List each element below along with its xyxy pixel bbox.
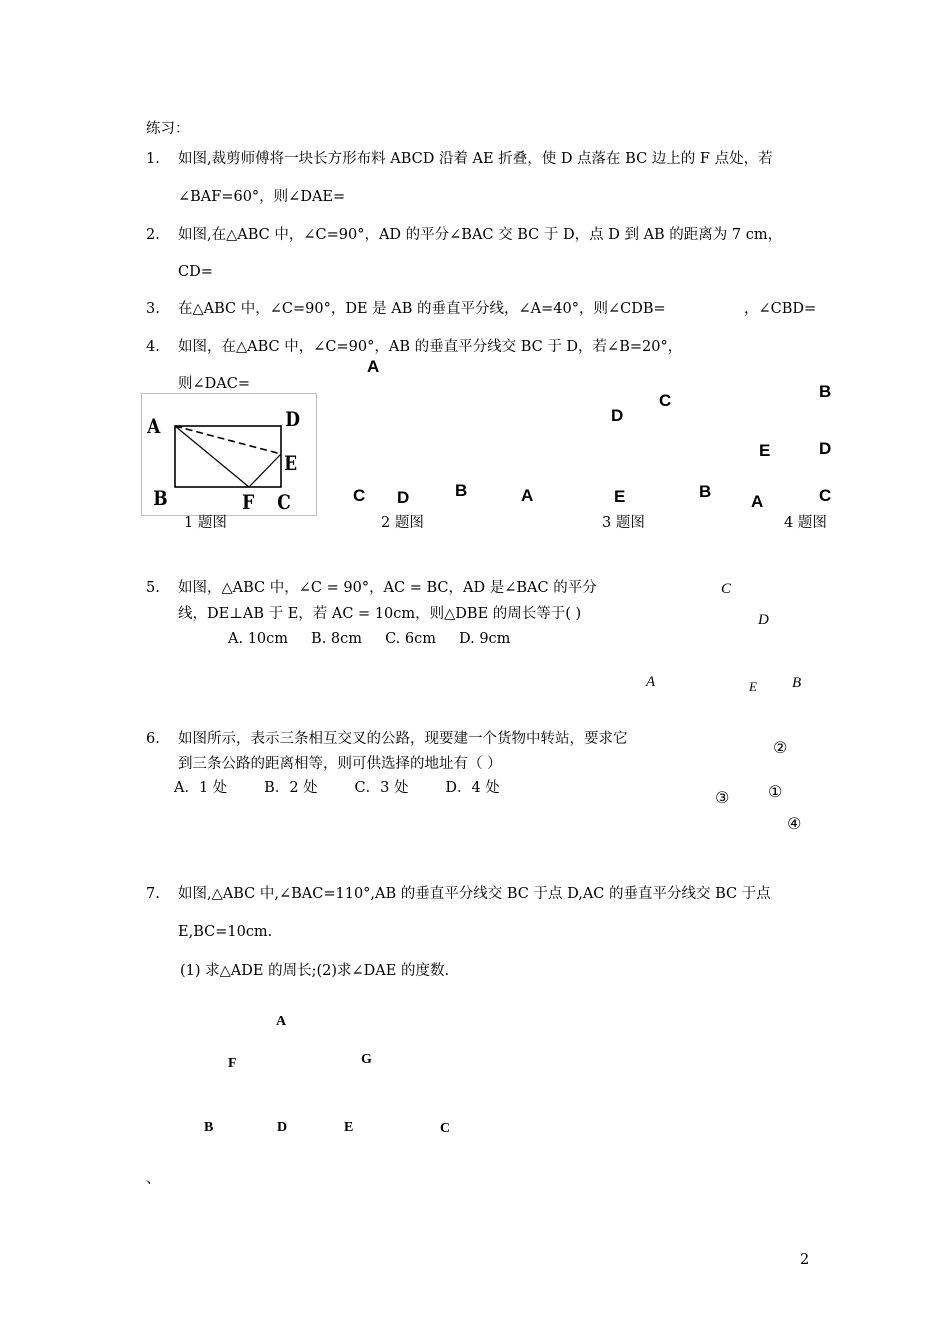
fig4-label-b: B [819,382,832,401]
exercise-heading: 练习： [146,121,190,137]
fig7-label-a: A [276,1014,287,1029]
q1-line2: ∠BAF=60°，则∠DAE= [178,189,346,205]
fig3-label-b: B [699,482,712,501]
fig2-label-a2: A [521,486,534,505]
q3-number: 3. [146,301,160,317]
q1-number: 1. [146,151,160,167]
fig1-label-c: C [277,490,291,514]
caption-fig3: 3 题图 [602,515,645,531]
figure-1 [141,393,317,516]
fig6-road-3: ③ [715,788,730,807]
fig6-road-2: ② [773,738,788,757]
q2-line1: 如图,在△ABC 中，∠C=90°，AD 的平分∠BAC 交 BC 于 D，点 D 到 AB 的距离为 7 cm， [178,227,783,243]
q4-line2: 则∠DAC= [178,376,250,392]
caption-fig4: 4 题图 [784,515,827,531]
fig4-label-d: D [819,439,832,458]
q7-line2: E,BC=10cm. [178,924,273,940]
fig7-label-c: C [440,1121,451,1136]
fig5-label-b: B [792,675,802,691]
fig1-label-d: D [285,407,301,431]
q1-line1: 如图,裁剪师傅将一块长方形布料 ABCD 沿着 AE 折叠，使 D 点落在 BC 边上的 F 点处，若 [178,151,773,167]
fig7-label-e: E [344,1120,354,1135]
q7-line3: (1) 求△ADE 的周长;(2)求∠DAE 的度数. [180,963,450,979]
fig7-label-f: F [228,1056,237,1071]
fig1-label-b: B [153,486,168,510]
fig3-label-d: D [611,406,624,425]
fig3-label-c: C [659,391,672,410]
fig5-label-c: C [721,581,732,597]
q6-line2: 到三条公路的距离相等，则可供选择的地址有（ ） [178,756,502,772]
q5-number: 5. [146,580,160,596]
q4-number: 4. [146,339,160,355]
q5-options: A. 10cm B. 8cm C. 6cm D. 9cm [228,631,511,647]
q4-line1: 如图，在△ABC 中，∠C=90°，AB 的垂直平分线交 BC 于 D，若∠B=20°， [178,339,683,355]
fig7-label-g: G [361,1052,372,1067]
fig4-label-c: C [819,486,832,505]
fig7-label-d: D [277,1120,288,1135]
fig1-label-e: E [284,451,298,475]
fig1-label-a: A [147,414,161,438]
fig5-label-a: A [646,674,656,690]
fig2-label-d: D [397,488,410,507]
fig3-label-e: E [614,487,626,506]
fig2-label-b: B [455,481,468,500]
q5-line1: 如图，△ABC 中，∠C = 90°，AC = BC，AD 是∠BAC 的平分 [178,580,597,596]
fig5-label-e: E [749,679,757,694]
page-number: 2 [800,1252,810,1268]
fig5-label-d: D [758,612,769,628]
q7-number: 7. [146,886,160,902]
q7-line1: 如图,△ABC 中,∠BAC=110°,AB 的垂直平分线交 BC 于点 D,AC 的垂直平分线交 BC 于点 [178,886,771,902]
q3-line1b: ，∠CBD= [744,301,817,317]
q3-line1a: 在△ABC 中，∠C=90°，DE 是 AB 的垂直平分线，∠A=40°，则∠CDB= [178,301,666,317]
q6-line1: 如图所示，表示三条相互交叉的公路，现要建一个货物中转站，要求它 [178,731,628,747]
caption-fig2: 2 题图 [381,515,424,531]
fig4-label-e: E [759,441,771,460]
caption-fig1: 1 题图 [184,515,227,531]
q2-line2: CD= [178,264,213,280]
q6-number: 6. [146,731,160,747]
fig6-road-1: ① [768,782,783,801]
q6-options: A．1 处 B．2 处 C．3 处 D．4 处 [174,780,500,796]
fig2-label-c: C [353,486,366,505]
fig1-label-f: F [242,490,255,514]
fig7-label-b: B [204,1120,214,1135]
fig6-road-4: ④ [787,814,802,833]
fig2-label-a: A [367,357,380,376]
q2-number: 2. [146,227,160,243]
stray-mark: 、 [146,1171,161,1187]
fig4-label-a: A [751,492,764,511]
q5-line2: 线，DE⊥AB 于 E，若 AC = 10cm，则△DBE 的周长等于( ) [178,606,582,622]
